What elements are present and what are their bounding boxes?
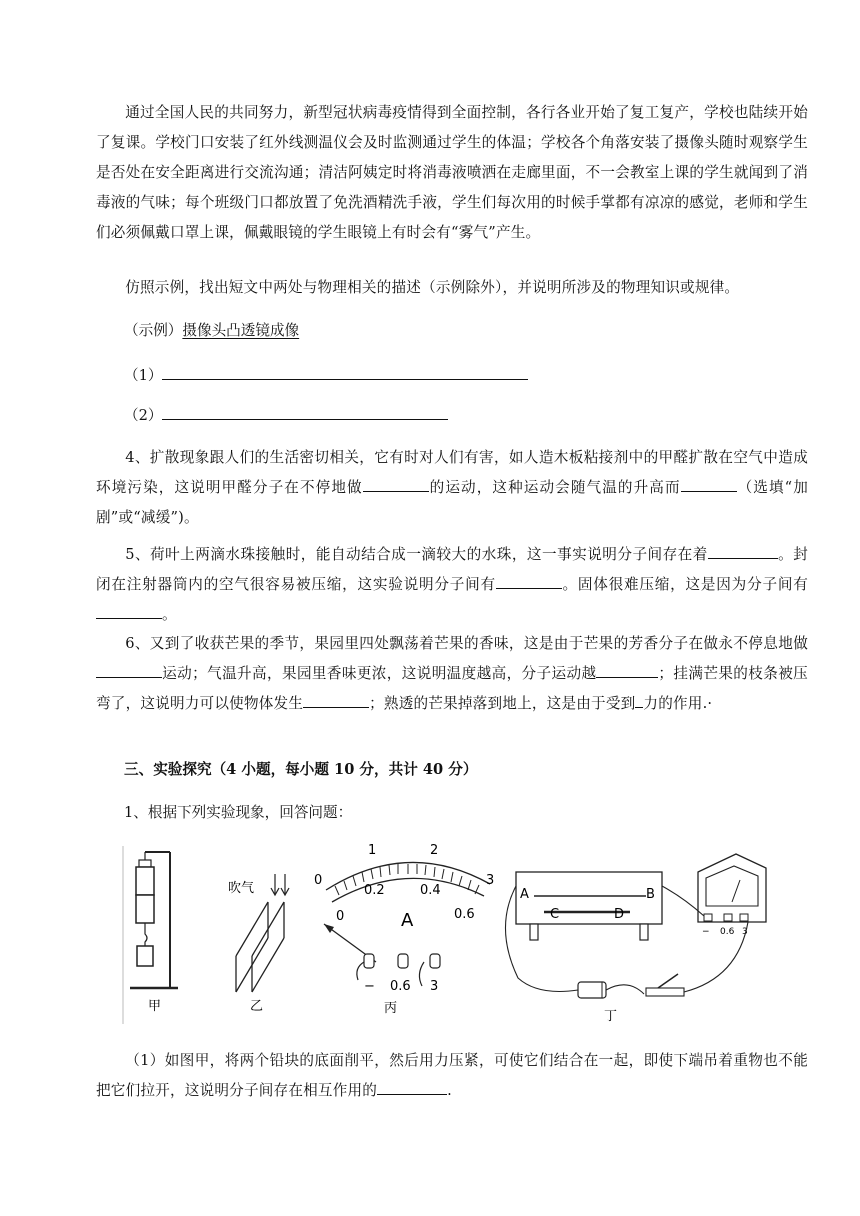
scale-top-0: 0 <box>314 873 323 888</box>
answer-label-1: （1） <box>124 367 163 384</box>
ding-label-D: D <box>614 907 625 922</box>
example-answer: 摄像头凸透镜成像 <box>182 322 300 339</box>
question-6: 6、又到了收获芒果的季节，果园里四处飘荡着芒果的香味，这是由于芒果的芳香分子在做永不停息地做运动；气温升高，果园里香味更浓，这说明温度越高，分子运动越 ；挂满芒果的枝条被压弯了，这说明力可以使物体发生 ；熟透的芒果掉落到地上，这是由于受到 力的作用.· <box>96 635 808 712</box>
question-5: 5、荷叶上两滴水珠接触时，能自动结合成一滴较大的水珠，这一事实说明分子间存在着 。封闭在注射器筒内的空气很容易被压缩，这实验说明分子间有 。固体很难压缩，这是因为分子间有。 <box>96 540 808 630</box>
label-jia: 甲 <box>148 999 162 1014</box>
figure-jia <box>130 852 178 1014</box>
q6-blank-2[interactable] <box>596 661 658 678</box>
section-3-title: 三、实验探究（4 小题，每小题 10 分，共计 40 分） <box>124 761 478 778</box>
ding-meter-06: 0.6 <box>720 927 735 937</box>
q5-blank-1[interactable] <box>708 542 778 559</box>
figure-yi <box>228 874 289 1014</box>
instruction-text: 仿照示例，找出短文中两处与物理相关的描述（示例除外），并说明所涉及的物理知识或规律。 <box>125 279 740 296</box>
question-4: 4、扩散现象跟人们的生活密切相关，它有时对人们有害，如人造木板粘接剂中的甲醛扩散在空气中造成环境污染，这说明甲醛分子在不停地做 的运动，这种运动会随气温的升高而 （选填“加剧”或“减缓”)。 <box>96 449 808 526</box>
answer-line-2 <box>124 401 448 431</box>
scale-bottom-3: 0.6 <box>454 907 475 922</box>
label-ding: 丁 <box>604 1009 618 1024</box>
terminal-06: 0.6 <box>390 979 411 994</box>
ding-meter-3: 3 <box>742 927 748 937</box>
meter-unit: A <box>401 910 414 931</box>
q6-blank-1[interactable] <box>96 661 162 678</box>
ding-label-A: A <box>520 887 529 902</box>
ding-label-B: B <box>646 887 655 902</box>
scale-top-2: 2 <box>430 843 439 858</box>
passage-text: 通过全国人民的共同努力，新型冠状病毒疫情得到全面控制，各行各业开始了复工复产，学校也陆续开始了复课。学校门口安装了红外线测温仪会及时监测通过学生的体温；学校各个角落安装了摄像头随时观察学生是否处在安全距离进行交流沟通；清洁阿姨定时将消毒液喷洒在走廊里面，不一会教室上课的学生就闻到了消毒液的气味；每个班级门口都放置了免洗酒精洗手液，学生们每次用的时候手掌都有凉凉的感觉，老师和学生们必须佩戴口罩上课，佩戴眼镜的学生眼镜上有时会有“雾气”产生。 <box>96 104 808 241</box>
scale-bottom-0: 0 <box>336 909 345 924</box>
ding-meter-neg: − <box>702 927 710 937</box>
q4-blank-1[interactable] <box>363 475 429 492</box>
label-yi: 乙 <box>250 999 264 1014</box>
terminal-neg: − <box>364 979 375 994</box>
reading-passage <box>96 98 808 248</box>
answer-line-1 <box>124 361 528 391</box>
q6-blank-3[interactable] <box>303 691 369 708</box>
figure-bing <box>314 843 494 1016</box>
answer-label-2: （2） <box>124 407 163 424</box>
answer-blank-1[interactable] <box>162 363 528 380</box>
example-prefix: （示例） <box>124 322 183 339</box>
sub-question-1: （1）如图甲，将两个铅块的底面削平，然后用力压紧，可使它们结合在一起，即使下端吊着重物也不能把它们拉开，这说明分子间存在相互作用的 . <box>96 1052 808 1099</box>
scale-bottom-2: 0.4 <box>420 883 441 898</box>
question-1-prompt: 1、根据下列实验现象，回答问题： <box>124 804 353 821</box>
scale-bottom-1: 0.2 <box>364 883 385 898</box>
q4-blank-2[interactable] <box>681 475 737 492</box>
q5-blank-2[interactable] <box>496 572 562 589</box>
experiment-figure-svg <box>118 838 784 1030</box>
label-bing: 丙 <box>384 1001 398 1016</box>
figure-ding <box>505 854 766 1024</box>
answer-blank-2[interactable] <box>162 403 448 420</box>
q5-blank-3[interactable] <box>96 602 162 619</box>
scale-top-3: 3 <box>486 873 495 888</box>
ding-label-C: C <box>550 907 560 922</box>
sub1-blank[interactable] <box>377 1078 447 1095</box>
experiment-figure <box>118 838 784 1030</box>
example-line <box>124 316 299 346</box>
scale-top-1: 1 <box>368 843 377 858</box>
label-blow: 吹气 <box>228 881 255 896</box>
terminal-3: 3 <box>430 979 439 994</box>
